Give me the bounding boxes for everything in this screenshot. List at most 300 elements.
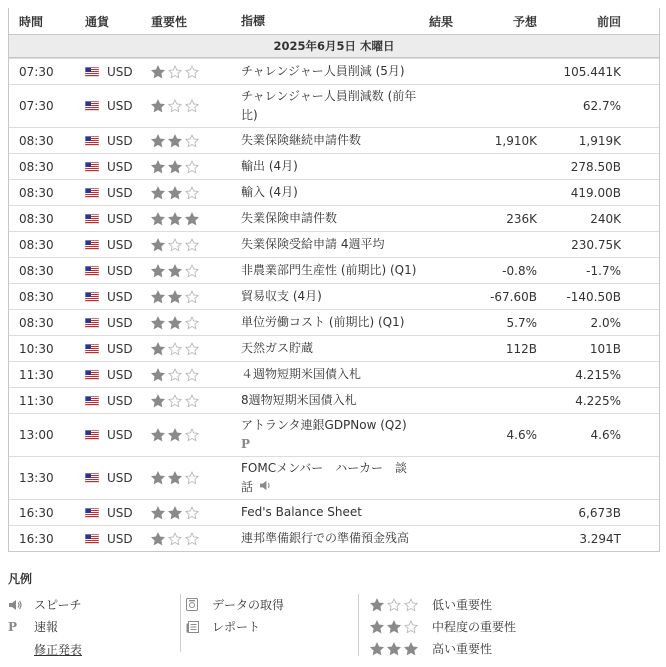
us-flag-icon — [85, 162, 99, 172]
star-empty-icon — [185, 471, 199, 485]
event-result — [429, 457, 469, 499]
indicator-name[interactable]: 単位労働コスト (前期比) (Q1) — [241, 315, 405, 329]
event-indicator[interactable] — [241, 526, 421, 551]
star-empty-icon — [185, 290, 199, 304]
legend-divider-2 — [358, 594, 359, 656]
currency-code: USD — [107, 341, 133, 356]
event-indicator[interactable] — [241, 154, 421, 179]
currency-code: USD — [107, 505, 133, 520]
star-filled-icon — [370, 620, 384, 634]
event-time: 16:30 — [19, 505, 54, 520]
importance-stars-icon — [151, 316, 199, 330]
star-empty-icon — [185, 65, 199, 79]
indicator-name[interactable]: アトランタ連銀GDPNow (Q2) — [241, 418, 407, 432]
event-indicator[interactable] — [241, 258, 421, 283]
event-indicator[interactable] — [241, 362, 421, 387]
event-forecast — [469, 457, 537, 499]
event-forecast: 1,910K — [494, 133, 537, 148]
date-row — [9, 34, 659, 58]
event-currency — [85, 128, 145, 153]
star-filled-icon — [168, 471, 182, 485]
event-previous: 2.0% — [590, 315, 621, 330]
star-empty-icon — [168, 99, 182, 113]
event-currency — [85, 59, 145, 84]
event-time: 07:30 — [19, 99, 54, 113]
header-time: 時間 — [19, 14, 44, 29]
star-filled-icon — [151, 532, 165, 546]
event-indicator[interactable] — [241, 128, 421, 153]
star-filled-icon — [151, 134, 165, 148]
event-previous: 4.6% — [590, 428, 621, 442]
us-flag-icon — [85, 136, 99, 146]
indicator-name-continued[interactable]: 話 — [241, 480, 254, 494]
star-filled-icon — [151, 65, 165, 79]
event-forecast — [469, 59, 537, 84]
star-filled-icon — [151, 160, 165, 174]
indicator-name[interactable]: 8週物短期米国債入札 — [241, 393, 357, 407]
importance-stars-icon — [151, 342, 199, 356]
star-filled-icon — [370, 598, 384, 612]
header-importance: 重要性 — [151, 14, 188, 29]
event-forecast: 236K — [506, 211, 537, 226]
event-importance — [151, 500, 231, 525]
indicator-name[interactable]: 失業保険申請件数 — [241, 211, 338, 225]
event-indicator[interactable] — [241, 310, 421, 335]
star-filled-icon — [151, 238, 165, 252]
event-indicator[interactable] — [241, 414, 421, 456]
table-row[interactable] — [9, 231, 659, 257]
currency-code: USD — [107, 531, 133, 546]
event-result — [429, 128, 469, 153]
event-result — [429, 336, 469, 361]
medium-importance-stars-icon — [370, 620, 432, 634]
event-currency — [85, 232, 145, 257]
star-empty-icon — [387, 598, 401, 612]
event-result — [429, 388, 469, 413]
importance-stars-icon — [151, 471, 199, 485]
event-indicator[interactable] — [241, 500, 421, 525]
legend-speech — [8, 596, 82, 613]
us-flag-icon — [85, 240, 99, 250]
us-flag-icon — [85, 508, 99, 518]
importance-stars-icon — [151, 238, 199, 252]
event-forecast: 5.7% — [506, 315, 537, 330]
event-importance — [151, 526, 231, 551]
us-flag-icon — [85, 473, 99, 483]
currency-code: USD — [107, 211, 133, 226]
legend-speech-label: スピーチ — [34, 598, 82, 612]
event-time: 08:30 — [19, 211, 54, 226]
indicator-name[interactable]: 失業保険受給申請 4週平均 — [241, 237, 385, 251]
us-flag-icon — [85, 430, 99, 440]
star-empty-icon — [185, 428, 199, 442]
event-importance — [151, 457, 231, 499]
star-empty-icon — [168, 532, 182, 546]
star-filled-icon — [151, 186, 165, 200]
importance-stars-icon — [151, 134, 199, 148]
event-previous: 105.441K — [563, 64, 621, 79]
us-flag-icon — [85, 67, 99, 77]
date-label: 2025年6月5日 木曜日 — [273, 39, 395, 53]
preliminary-icon: P — [8, 619, 18, 634]
event-time: 07:30 — [19, 64, 54, 79]
table-row[interactable] — [9, 127, 659, 153]
event-currency — [85, 284, 145, 309]
event-previous: 278.50B — [570, 159, 621, 174]
importance-stars-icon — [151, 264, 199, 278]
currency-code: USD — [107, 428, 133, 442]
currency-code: USD — [107, 393, 133, 408]
legend-preliminary — [8, 618, 58, 635]
indicator-name[interactable]: Fed's Balance Sheet — [241, 505, 362, 519]
event-time: 11:30 — [19, 393, 54, 408]
star-filled-icon — [168, 290, 182, 304]
event-importance — [151, 336, 231, 361]
legend-revised[interactable] — [34, 641, 82, 658]
table-row[interactable] — [9, 283, 659, 309]
header-previous: 前回 — [596, 14, 621, 29]
calendar-table — [8, 8, 660, 552]
currency-code: USD — [107, 159, 133, 174]
event-forecast — [469, 388, 537, 413]
currency-code: USD — [107, 64, 133, 79]
event-importance — [151, 362, 231, 387]
star-filled-icon — [151, 290, 165, 304]
camera-icon — [186, 598, 204, 611]
us-flag-icon — [85, 266, 99, 276]
table-row[interactable] — [9, 499, 659, 525]
event-result — [429, 180, 469, 205]
event-currency — [85, 310, 145, 335]
star-filled-icon — [185, 212, 199, 226]
event-forecast — [469, 85, 537, 127]
event-time: 08:30 — [19, 185, 54, 200]
event-previous: 240K — [590, 211, 621, 226]
indicator-name[interactable]: 非農業部門生産性 (前期比) (Q1) — [241, 263, 417, 277]
event-importance — [151, 85, 231, 127]
star-empty-icon — [168, 342, 182, 356]
legend-high — [370, 640, 492, 657]
star-filled-icon — [168, 160, 182, 174]
star-filled-icon — [168, 316, 182, 330]
legend-divider-1 — [180, 594, 181, 652]
event-result — [429, 500, 469, 525]
star-filled-icon — [168, 186, 182, 200]
star-filled-icon — [151, 264, 165, 278]
star-filled-icon — [168, 264, 182, 278]
star-empty-icon — [168, 65, 182, 79]
event-currency — [85, 180, 145, 205]
legend-data-retrieval-label: データの取得 — [212, 598, 285, 612]
event-previous: 62.7% — [582, 99, 621, 113]
indicator-name[interactable]: チャレンジャー人員削減 (5月) — [241, 64, 405, 78]
us-flag-icon — [85, 292, 99, 302]
star-filled-icon — [370, 642, 384, 656]
table-row[interactable] — [9, 58, 659, 84]
importance-stars-icon — [151, 99, 199, 113]
event-time: 08:30 — [19, 237, 54, 252]
table-row[interactable] — [9, 179, 659, 205]
event-currency — [85, 388, 145, 413]
star-filled-icon — [151, 394, 165, 408]
star-filled-icon — [168, 506, 182, 520]
star-empty-icon — [185, 99, 199, 113]
star-empty-icon — [185, 506, 199, 520]
importance-stars-icon — [151, 506, 199, 520]
event-time: 08:30 — [19, 159, 54, 174]
indicator-name[interactable]: 天然ガス貯蔵 — [241, 341, 314, 355]
importance-stars-icon — [151, 160, 199, 174]
event-forecast — [469, 154, 537, 179]
event-importance — [151, 154, 231, 179]
event-time: 08:30 — [19, 263, 54, 278]
event-indicator[interactable] — [241, 85, 421, 127]
event-time: 13:30 — [19, 471, 54, 485]
currency-code: USD — [107, 315, 133, 330]
star-empty-icon — [168, 238, 182, 252]
legend-high-label: 高い重要性 — [432, 642, 493, 656]
event-result — [429, 59, 469, 84]
event-currency — [85, 154, 145, 179]
star-filled-icon — [151, 342, 165, 356]
table-row[interactable] — [9, 525, 659, 551]
table-row[interactable] — [9, 335, 659, 361]
legend-data-retrieval — [186, 596, 284, 613]
importance-stars-icon — [151, 532, 199, 546]
currency-code: USD — [107, 263, 133, 278]
currency-code: USD — [107, 471, 133, 485]
star-empty-icon — [404, 620, 418, 634]
report-icon — [186, 621, 204, 633]
event-indicator[interactable] — [241, 457, 421, 499]
importance-stars-icon — [151, 186, 199, 200]
us-flag-icon — [85, 396, 99, 406]
event-result — [429, 258, 469, 283]
star-filled-icon — [151, 99, 165, 113]
event-currency — [85, 500, 145, 525]
table-body — [9, 58, 659, 551]
event-indicator[interactable] — [241, 284, 421, 309]
event-forecast — [469, 526, 537, 551]
star-filled-icon — [151, 212, 165, 226]
indicator-name[interactable]: 輸出 (4月) — [241, 159, 298, 173]
event-currency — [85, 414, 145, 456]
event-importance — [151, 284, 231, 309]
legend-title: 凡例 — [8, 572, 33, 586]
table-row[interactable] — [9, 387, 659, 413]
importance-stars-icon — [151, 212, 199, 226]
event-forecast: -67.60B — [490, 289, 537, 304]
event-previous: 419.00B — [570, 185, 621, 200]
star-empty-icon — [404, 598, 418, 612]
event-time: 08:30 — [19, 315, 54, 330]
star-filled-icon — [151, 428, 165, 442]
star-filled-icon — [404, 642, 418, 656]
event-forecast — [469, 362, 537, 387]
speaker-icon — [8, 599, 26, 611]
importance-stars-icon — [151, 290, 199, 304]
event-result — [429, 362, 469, 387]
star-empty-icon — [185, 532, 199, 546]
event-previous: -140.50B — [566, 289, 621, 304]
indicator-name[interactable]: FOMCメンバー ハーカー 談 — [241, 461, 408, 475]
table-row[interactable] — [9, 205, 659, 231]
event-importance — [151, 59, 231, 84]
event-time: 16:30 — [19, 531, 54, 546]
star-empty-icon — [185, 160, 199, 174]
star-empty-icon — [185, 238, 199, 252]
table-row[interactable] — [9, 153, 659, 179]
indicator-name[interactable]: 連邦準備銀行での準備預金残高 — [241, 531, 410, 545]
us-flag-icon — [85, 101, 99, 111]
event-time: 10:30 — [19, 341, 54, 356]
event-currency — [85, 457, 145, 499]
event-previous: 1,919K — [578, 133, 621, 148]
event-importance — [151, 258, 231, 283]
event-indicator[interactable] — [241, 336, 421, 361]
indicator-name-continued[interactable]: 比) — [241, 108, 258, 122]
low-importance-stars-icon — [370, 598, 432, 612]
header-forecast: 予想 — [512, 14, 537, 29]
indicator-name[interactable]: 輸入 (4月) — [241, 185, 298, 199]
event-time: 08:30 — [19, 289, 54, 304]
high-importance-stars-icon — [370, 642, 432, 656]
us-flag-icon — [85, 344, 99, 354]
event-result — [429, 206, 469, 231]
event-previous — [549, 457, 621, 499]
table-row[interactable] — [9, 309, 659, 335]
header-result: 結果 — [429, 14, 454, 29]
star-filled-icon — [168, 134, 182, 148]
us-flag-icon — [85, 534, 99, 544]
speech-icon — [259, 478, 272, 497]
star-filled-icon — [151, 471, 165, 485]
event-currency — [85, 526, 145, 551]
us-flag-icon — [85, 370, 99, 380]
event-indicator[interactable] — [241, 59, 421, 84]
indicator-name[interactable]: 失業保険継続申請件数 — [241, 133, 362, 147]
event-previous: 4.215% — [575, 367, 621, 382]
currency-code: USD — [107, 133, 133, 148]
event-forecast: -0.8% — [502, 263, 537, 278]
importance-stars-icon — [151, 394, 199, 408]
star-empty-icon — [185, 264, 199, 278]
star-empty-icon — [185, 342, 199, 356]
event-forecast — [469, 232, 537, 257]
preliminary-icon: P — [241, 437, 251, 451]
legend-low — [370, 596, 492, 613]
star-empty-icon — [185, 134, 199, 148]
indicator-name[interactable]: チャレンジャー人員削減数 (前年 — [241, 89, 417, 103]
star-filled-icon — [151, 316, 165, 330]
event-importance — [151, 414, 231, 456]
star-filled-icon — [387, 620, 401, 634]
us-flag-icon — [85, 214, 99, 224]
star-empty-icon — [168, 394, 182, 408]
star-filled-icon — [168, 212, 182, 226]
event-previous: 230.75K — [571, 237, 621, 252]
legend-report — [186, 618, 260, 635]
event-currency — [85, 362, 145, 387]
header-currency: 通貨 — [85, 14, 110, 29]
legend-low-label: 低い重要性 — [432, 598, 493, 612]
importance-stars-icon — [151, 65, 199, 79]
currency-code: USD — [107, 237, 133, 252]
legend-preliminary-label: 速報 — [34, 620, 59, 634]
star-filled-icon — [151, 368, 165, 382]
event-forecast — [469, 180, 537, 205]
indicator-name[interactable]: 貿易収支 (4月) — [241, 289, 322, 303]
event-indicator[interactable] — [241, 388, 421, 413]
table-row[interactable] — [9, 361, 659, 387]
event-result — [429, 232, 469, 257]
event-importance — [151, 180, 231, 205]
event-result — [429, 526, 469, 551]
event-result — [429, 414, 469, 456]
star-empty-icon — [185, 394, 199, 408]
event-currency — [85, 206, 145, 231]
event-previous: 4.225% — [575, 393, 621, 408]
header-indicator: 指標 — [241, 13, 266, 28]
importance-stars-icon — [151, 368, 199, 382]
event-indicator[interactable] — [241, 206, 421, 231]
star-filled-icon — [168, 428, 182, 442]
us-flag-icon — [85, 318, 99, 328]
table-row[interactable] — [9, 257, 659, 283]
table-row[interactable] — [9, 456, 659, 499]
event-importance — [151, 232, 231, 257]
event-importance — [151, 128, 231, 153]
event-indicator[interactable] — [241, 180, 421, 205]
event-currency — [85, 85, 145, 127]
event-previous: -1.7% — [586, 263, 621, 278]
event-result — [429, 284, 469, 309]
currency-code: USD — [107, 367, 133, 382]
star-filled-icon — [387, 642, 401, 656]
event-currency — [85, 258, 145, 283]
event-importance — [151, 388, 231, 413]
event-currency — [85, 336, 145, 361]
currency-code: USD — [107, 99, 133, 113]
importance-stars-icon — [151, 428, 199, 442]
legend-medium-label: 中程度の重要性 — [432, 620, 517, 634]
currency-code: USD — [107, 185, 133, 200]
event-previous: 6,673B — [578, 505, 621, 520]
event-indicator[interactable] — [241, 232, 421, 257]
event-time: 11:30 — [19, 367, 54, 382]
legend-revised-label[interactable]: 修正発表 — [34, 643, 83, 657]
event-result — [429, 85, 469, 127]
event-previous: 3.294T — [579, 531, 621, 546]
star-empty-icon — [168, 368, 182, 382]
table-row[interactable] — [9, 84, 659, 127]
event-importance — [151, 206, 231, 231]
table-row[interactable] — [9, 413, 659, 456]
star-filled-icon — [151, 506, 165, 520]
star-empty-icon — [185, 316, 199, 330]
event-time: 13:00 — [19, 428, 54, 442]
indicator-name[interactable]: ４週物短期米国債入札 — [241, 367, 362, 381]
table-header — [9, 8, 659, 34]
legend-medium — [370, 618, 516, 635]
event-result — [429, 154, 469, 179]
currency-code: USD — [107, 289, 133, 304]
event-forecast — [469, 500, 537, 525]
star-empty-icon — [185, 368, 199, 382]
legend-report-label: レポート — [212, 620, 261, 634]
event-importance — [151, 310, 231, 335]
us-flag-icon — [85, 188, 99, 198]
